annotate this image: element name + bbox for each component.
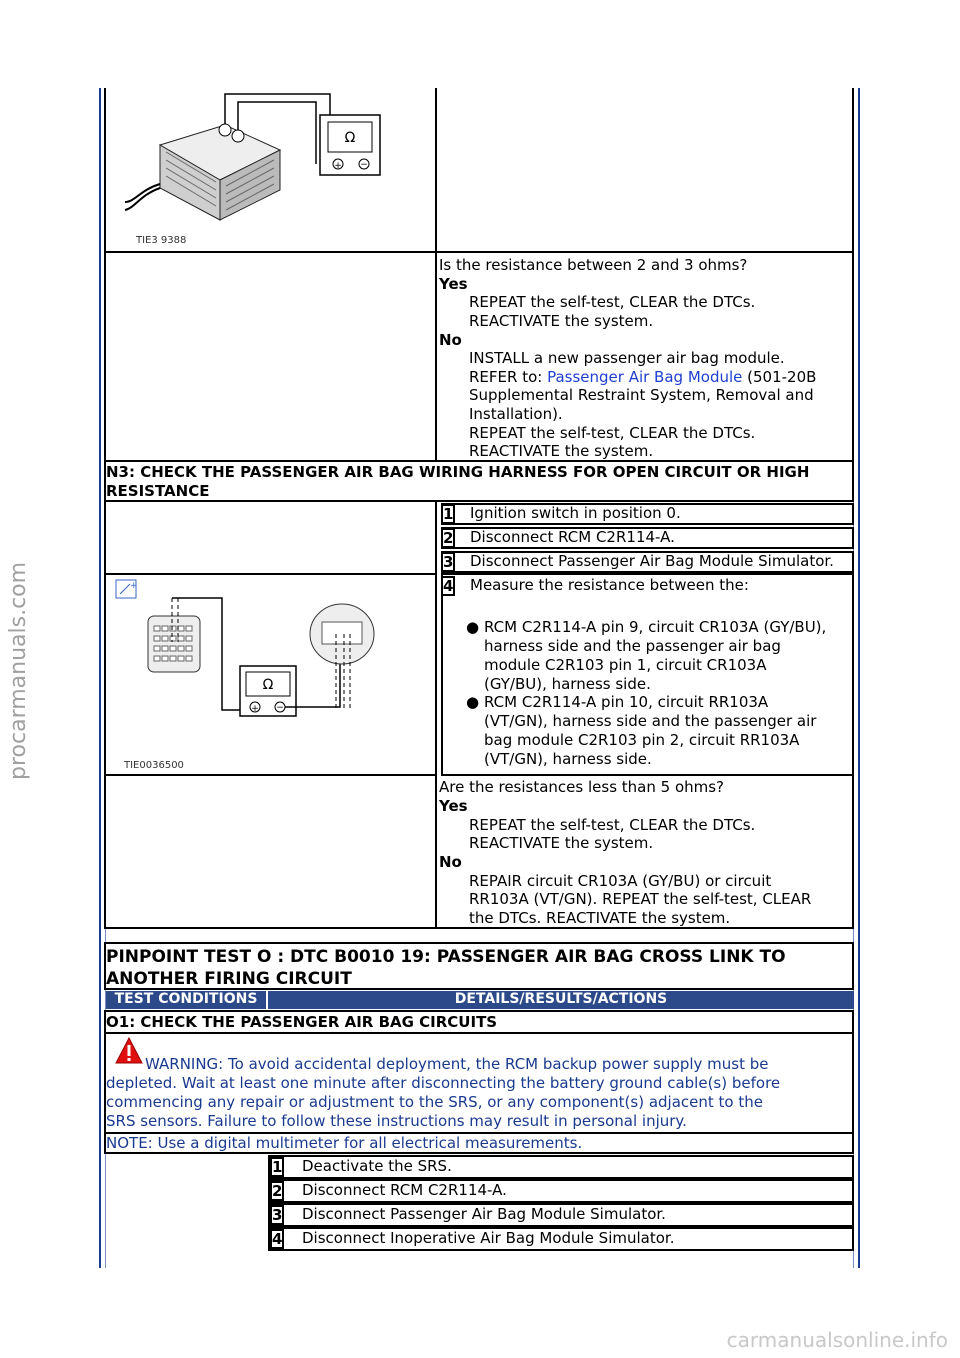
- q2-yes-action-2: REACTIVATE the system.: [469, 834, 654, 852]
- o1-step-3-text: Disconnect Passenger Air Bag Module Simulator.: [302, 1205, 666, 1223]
- n3-title-line-2: RESISTANCE: [106, 482, 210, 500]
- q2-yes-label: Yes: [439, 797, 468, 815]
- n3-step-4-text: Measure the resistance between the:: [470, 576, 749, 594]
- warning-line-3: commencing any repair or adjustment to the SRS, or any component(s) adjacent to the: [106, 1093, 763, 1111]
- q1-no-action-1: INSTALL a new passenger air bag module.: [469, 349, 785, 367]
- q2-no-action-2: RR103A (VT/GN). REPEAT the self-test, CLEAR: [469, 890, 812, 908]
- n3-step-2-number: 2: [443, 529, 454, 547]
- o1-step-1-text: Deactivate the SRS.: [302, 1157, 452, 1175]
- pinpoint-title-line-2: ANOTHER FIRING CIRCUIT: [106, 969, 352, 989]
- n3-title-line-1: N3: CHECK THE PASSENGER AIR BAG WIRING HARNESS FOR OPEN CIRCUIT OR HIGH: [106, 463, 810, 481]
- n3-step-3-text: Disconnect Passenger Air Bag Module Simulator.: [470, 552, 834, 570]
- bullet2-line-4: (VT/GN), harness side.: [484, 750, 652, 768]
- q1-yes-action-1: REPEAT the self-test, CLEAR the DTCs.: [469, 293, 756, 311]
- warning-line-4: SRS sensors. Failure to follow these instructions may result in personal injury.: [106, 1112, 687, 1130]
- figure-connector-ohmmeter: [110, 576, 430, 774]
- fig2-ohm-symbol: Ω: [262, 677, 274, 693]
- results-row-2-left: [104, 774, 437, 929]
- svg-text:−: −: [276, 703, 284, 713]
- pinpoint-title-line-1: PINPOINT TEST O : DTC B0010 19: PASSENGER AIR BAG CROSS LINK TO: [106, 947, 786, 967]
- fig1-label: TIE3 9388: [136, 235, 187, 246]
- bullet1-line-4: (GY/BU), harness side.: [484, 675, 651, 693]
- side-watermark: procarmanuals.com: [6, 561, 31, 780]
- n3-step-1-number: 1: [443, 505, 454, 523]
- right-margin-rule: [858, 88, 860, 1268]
- o1-step-4-number: 4: [272, 1230, 283, 1248]
- note-text: NOTE: Use a digital multimeter for all electrical measurements.: [106, 1134, 583, 1152]
- svg-text:−: −: [360, 160, 368, 170]
- q2-question: Are the resistances less than 5 ohms?: [439, 778, 725, 796]
- q1-no-action-4: Installation).: [469, 405, 563, 423]
- q1-no-action-5: REPEAT the self-test, CLEAR the DTCs.: [469, 424, 756, 442]
- bullet2-line-1: RCM C2R114-A pin 10, circuit RR103A: [484, 693, 769, 711]
- q2-no-action-1: REPAIR circuit CR103A (GY/BU) or circuit: [469, 872, 772, 890]
- q1-yes-label: Yes: [439, 275, 468, 293]
- passenger-air-bag-module-link[interactable]: Passenger Air Bag Module: [547, 368, 743, 386]
- q1-no-refer: [469, 368, 816, 387]
- n3-step-3-number: 3: [443, 553, 454, 571]
- svg-text:+: +: [251, 704, 259, 714]
- svg-text:+: +: [130, 581, 138, 591]
- bullet2-line-2: (VT/GN), harness side and the passenger air: [484, 712, 817, 730]
- q1-no-action-6: REACTIVATE the system.: [469, 442, 654, 460]
- o1-step-1-number: 1: [272, 1158, 283, 1176]
- q1-question: Is the resistance between 2 and 3 ohms?: [439, 256, 748, 274]
- o1-step-2-number: 2: [272, 1182, 283, 1200]
- n3-steps-left-cell: [104, 500, 437, 575]
- figure-module-ohmmeter: [120, 90, 420, 250]
- refer-suffix: (501-20B: [742, 368, 817, 386]
- bullet1-line-2: harness side and the passenger air bag: [484, 637, 781, 655]
- fig1-ohm-symbol: Ω: [344, 130, 356, 146]
- header-details-results-actions: DETAILS/RESULTS/ACTIONS: [268, 991, 854, 1009]
- o1-step-3-number: 3: [272, 1206, 283, 1224]
- empty-cell-1: [435, 88, 854, 253]
- n3-step-2-text: Disconnect RCM C2R114-A.: [470, 528, 675, 546]
- bullet2-line-3: bag module C2R103 pin 2, circuit RR103A: [484, 731, 800, 749]
- warning-icon: [114, 1036, 144, 1066]
- n3-step-4-number: 4: [443, 577, 454, 595]
- bullet-dot-1: ●: [466, 618, 480, 636]
- o1-title: O1: CHECK THE PASSENGER AIR BAG CIRCUITS: [106, 1013, 498, 1031]
- header-test-conditions: TEST CONDITIONS: [106, 991, 266, 1009]
- q2-yes-action-1: REPEAT the self-test, CLEAR the DTCs.: [469, 816, 756, 834]
- warning-line-1: WARNING: To avoid accidental deployment, the RCM backup power supply must be: [145, 1055, 769, 1073]
- fig2-label: TIE0036500: [124, 760, 184, 771]
- results-row-1-left: [104, 251, 437, 462]
- o1-step-4-text: Disconnect Inoperative Air Bag Module Simulator.: [302, 1229, 675, 1247]
- bullet1-line-3: module C2R103 pin 1, circuit CR103A: [484, 656, 767, 674]
- q2-no-action-3: the DTCs. REACTIVATE the system.: [469, 909, 731, 927]
- bottom-watermark: carmanualsonline.info: [726, 1328, 948, 1352]
- n3-step-1-text: Ignition switch in position 0.: [470, 504, 681, 522]
- q2-no-label: No: [439, 853, 462, 871]
- o1-step-2-text: Disconnect RCM C2R114-A.: [302, 1181, 507, 1199]
- bullet1-line-1: RCM C2R114-A pin 9, circuit CR103A (GY/BU),: [484, 618, 827, 636]
- refer-prefix: REFER to:: [469, 368, 548, 386]
- left-margin-rule: [99, 88, 101, 1268]
- q1-no-action-3: Supplemental Restraint System, Removal and: [469, 386, 814, 404]
- q1-no-label: No: [439, 331, 462, 349]
- svg-text:+: +: [334, 161, 342, 171]
- q1-yes-action-2: REACTIVATE the system.: [469, 312, 654, 330]
- warning-line-2: depleted. Wait at least one minute after disconnecting the battery ground cable(s) before: [106, 1074, 781, 1092]
- bullet-dot-2: ●: [466, 693, 480, 711]
